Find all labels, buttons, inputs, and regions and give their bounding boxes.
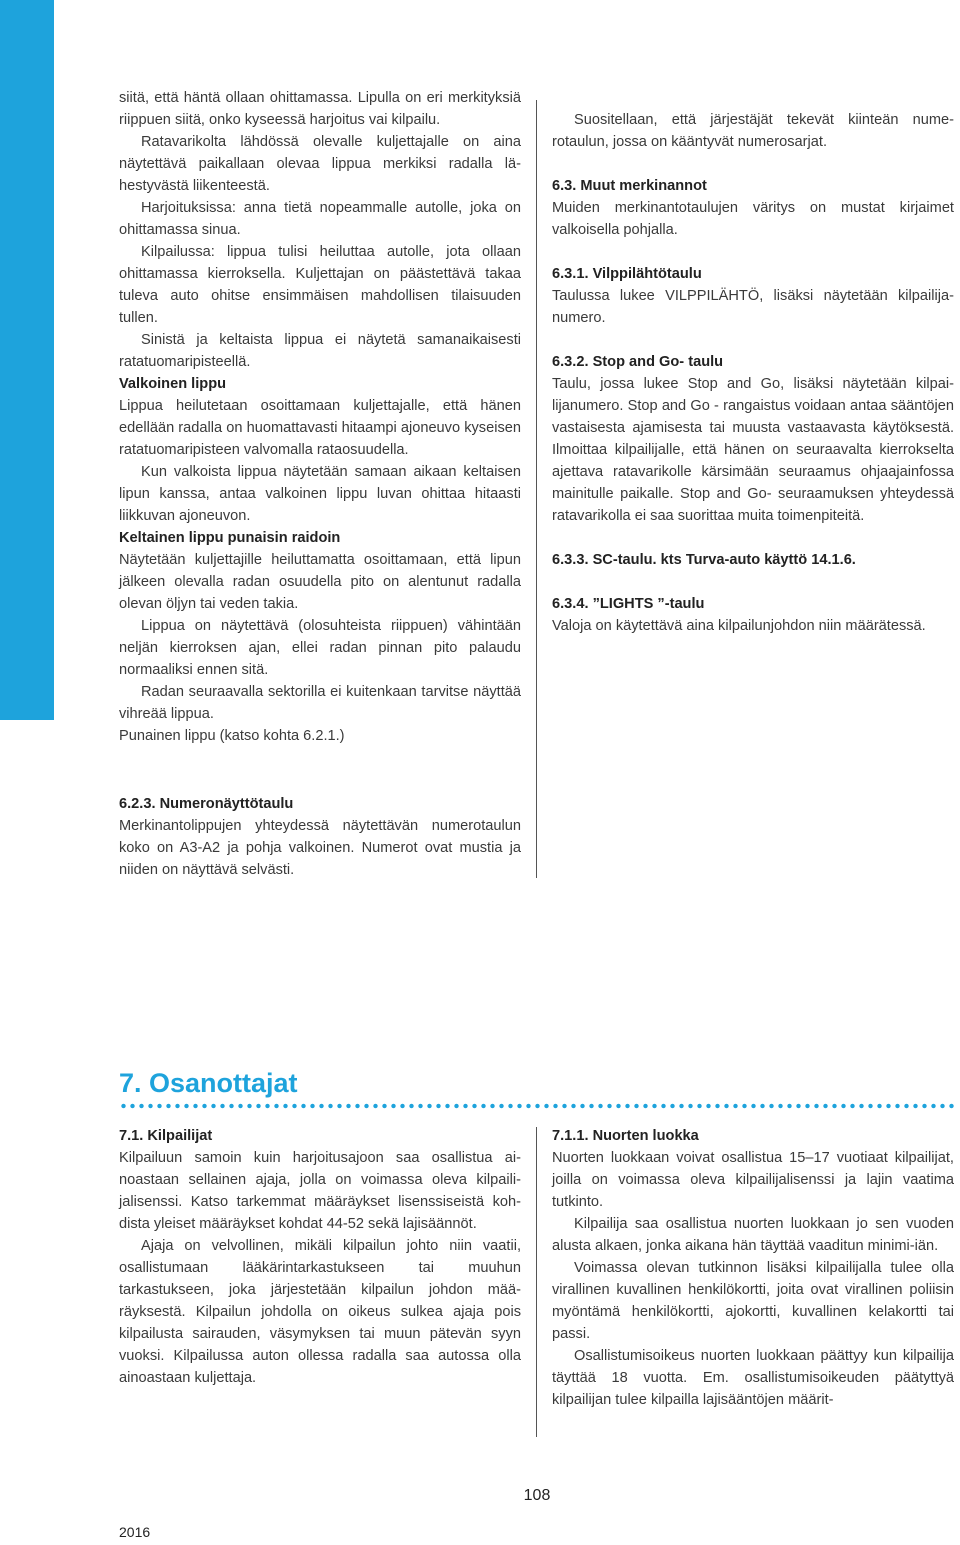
section-heading: 6.2.3. Numeronäyttötaulu [119,796,294,812]
dotted-rule [119,1103,957,1109]
paragraph: Ajaja on velvollinen, mikäli kilpailun johto niin vaatii, osallistumaan lääkärintarkastukseen tai muuhun tarkastukseen, joka järjestetään kilpailun johdon määräyksestä. Kilpailun johdolla on oikeus sulkea ajaja pois kilpailusta sairauden, väsymyksen tai muun pätevän syyn vuoksi. Kilpailussa auton ollessa radalla saa autossa olla ainoastaan kuljettaja. [119,1238,521,1386]
paragraph: Merkinantolippujen yhteydessä näytettävän numerotaulun koko on A3-A2 ja pohja valkoinen. Numerot ovat mustia ja niiden on näyttävä selvästi. [119,818,521,878]
paragraph: Radan seuraavalla sektorilla ei kuitenkaan tarvitse näyttää vihreää lippua. [119,684,521,722]
section-heading: 6.3.2. Stop and Go- taulu [552,354,724,370]
paragraph: Valoja on käytettävä aina kilpailunjohdon niin määrätessä. [552,618,926,634]
paragraph: Ratavarikolta lähdössä olevalle kuljettajalle on aina näytettävä paikallaan olevaa lippua merkiksi radalla lähestyvästä liikenteestä. [119,134,521,194]
paragraph: Kun valkoista lippua näytetään samaan aikaan keltaisen lipun kanssa, antaa valkoinen lippu luvan ohittaa hitaasti liikkuvan ajoneuvon. [119,464,521,524]
section-heading: 6.3.1. Vilppilähtötaulu [552,266,702,282]
paragraph: Nuorten luokkaan voivat osallistua 15–17 vuotiaat kilpailijat, joilla on voimassa oleva kilpailijalisenssi ja lajin vaatima tutkinto. [552,1150,954,1210]
section-heading: 6.3.3. SC-taulu. kts Turva-auto käyttö 14.1.6. [552,552,856,568]
paragraph: Sinistä ja keltaista lippua ei näytetä samanaikaisesti ratatuomaripisteellä. [119,332,521,370]
paragraph: Kilpailija saa osallistua nuorten luokkaan jo sen vuoden alusta alkaen, jonka aikana hän täyttää vaaditun minimi-iän. [552,1216,954,1254]
column-divider [536,1127,537,1437]
page-number: 108 [523,1487,551,1504]
section-heading: 7.1. Kilpailijat [119,1128,213,1144]
section-heading: 7.1.1. Nuorten luokka [552,1128,699,1144]
section-heading: Valkoinen lippu [119,376,227,392]
paragraph: Osallistumisoikeus nuorten luokkaan päättyy kun kilpailija täyttää 18 vuotta. Em. osallistumisoikeuden päätyttyä kilpailijan tulee kilpailla lajisääntöjen määrit- [552,1348,954,1408]
paragraph: Lippua on näytettävä (olosuhteista riippuen) vähintään neljän kierroksen ajan, ellei radan pinnan pito palaudu normaaliksi ennen sitä. [119,618,521,678]
paragraph: Kilpailuun samoin kuin harjoitusajoon saa osallistua ainoastaan sellainen ajaja, jolla on voimassa oleva kilpailijalisenssi. Katso tarkemmat määräykset lisenssiseistä kohdista yleiset määräykset kohdat 44-52 sekä lajisäännöt. [119,1150,521,1232]
section-heading: Keltainen lippu punaisin raidoin [119,530,341,546]
blue-margin-bar [0,0,54,720]
paragraph: Näytetään kuljettajille heiluttamatta osoittamaan, että lipun jälkeen olevalla radan osuudella pito on alentunut radalla olevan öljyn tai veden takia. [119,552,521,612]
paragraph: Punainen lippu (katso kohta 6.2.1.) [119,728,345,744]
section-heading: 6.3.4. ”LIGHTS ”-taulu [552,596,705,612]
column-divider [536,100,537,878]
paragraph: Voimassa olevan tutkinnon lisäksi kilpailijalla tulee olla virallinen kuvallinen henkilökortti, joita ovat virallinen poliisin myöntämä henkilökortti, ajokortti, kuvallinen kelakortti tai passi. [552,1260,954,1342]
left-column-kilpailijat [119,1125,521,1389]
paragraph: Harjoituksissa: anna tietä nopeammalle autolle, joka on ohittamassa sinua. [119,200,521,238]
section-heading: 6.3. Muut merkinannot [552,178,707,194]
paragraph: Muiden merkinantotaulujen väritys on mustat kirjaimet valkoisella pohjalla. [552,200,954,238]
chapter-title: 7. Osanottajat [119,1068,298,1098]
paragraph: Suositellaan, että järjestäjät tekevät kiinteän numerotaulun, jossa on kääntyvät numerosarjat. [552,112,954,150]
left-column-numeronaytto [119,793,521,881]
right-column-nuorten-luokka [552,1125,954,1411]
paragraph: Kilpailussa: lippua tulisi heiluttaa autolle, jota ollaan ohittamassa kierroksella. Kuljettajan on päästettävä takaa tuleva auto ohitse ensimmäisen mahdollisen tilaisuuden tullen. [119,244,521,326]
right-column-top [552,109,954,637]
left-column-top [119,87,521,747]
paragraph: Taulussa lukee VILPPILÄHTÖ, lisäksi näytetään kilpailijanumero. [552,288,954,326]
paragraph: Taulu, jossa lukee Stop and Go, lisäksi näytetään kilpailijanumero. Stop and Go - rangaistus voidaan antaa sääntöjen vastaisesta ajamisesta tai muusta vastaavasta käytöksestä. Ilmoittaa kilpailijalle, että hänen on seuraavalta kierrokselta ajettava ratavarikolle kärsimään seuraamus ohjaajainfossa mainitulle paikalle. Stop and Go- seuraamuksen yhteydessä ratavarikolla ei saa suorittaa muita toimenpiteitä. [552,376,954,524]
paragraph: siitä, että häntä ollaan ohittamassa. Lipulla on eri merkityksiä riippuen siitä, onko kyseessä harjoitus vai kilpailu. [119,90,521,128]
paragraph: Lippua heilutetaan osoittamaan kuljettajalle, että hänen edellään radalla on huomattavasti hitaampi ajoneuvo kyseisen ratatuomaripisteen valvomalla rataosuudella. [119,398,521,458]
footer-year: 2016 [119,1524,151,1540]
